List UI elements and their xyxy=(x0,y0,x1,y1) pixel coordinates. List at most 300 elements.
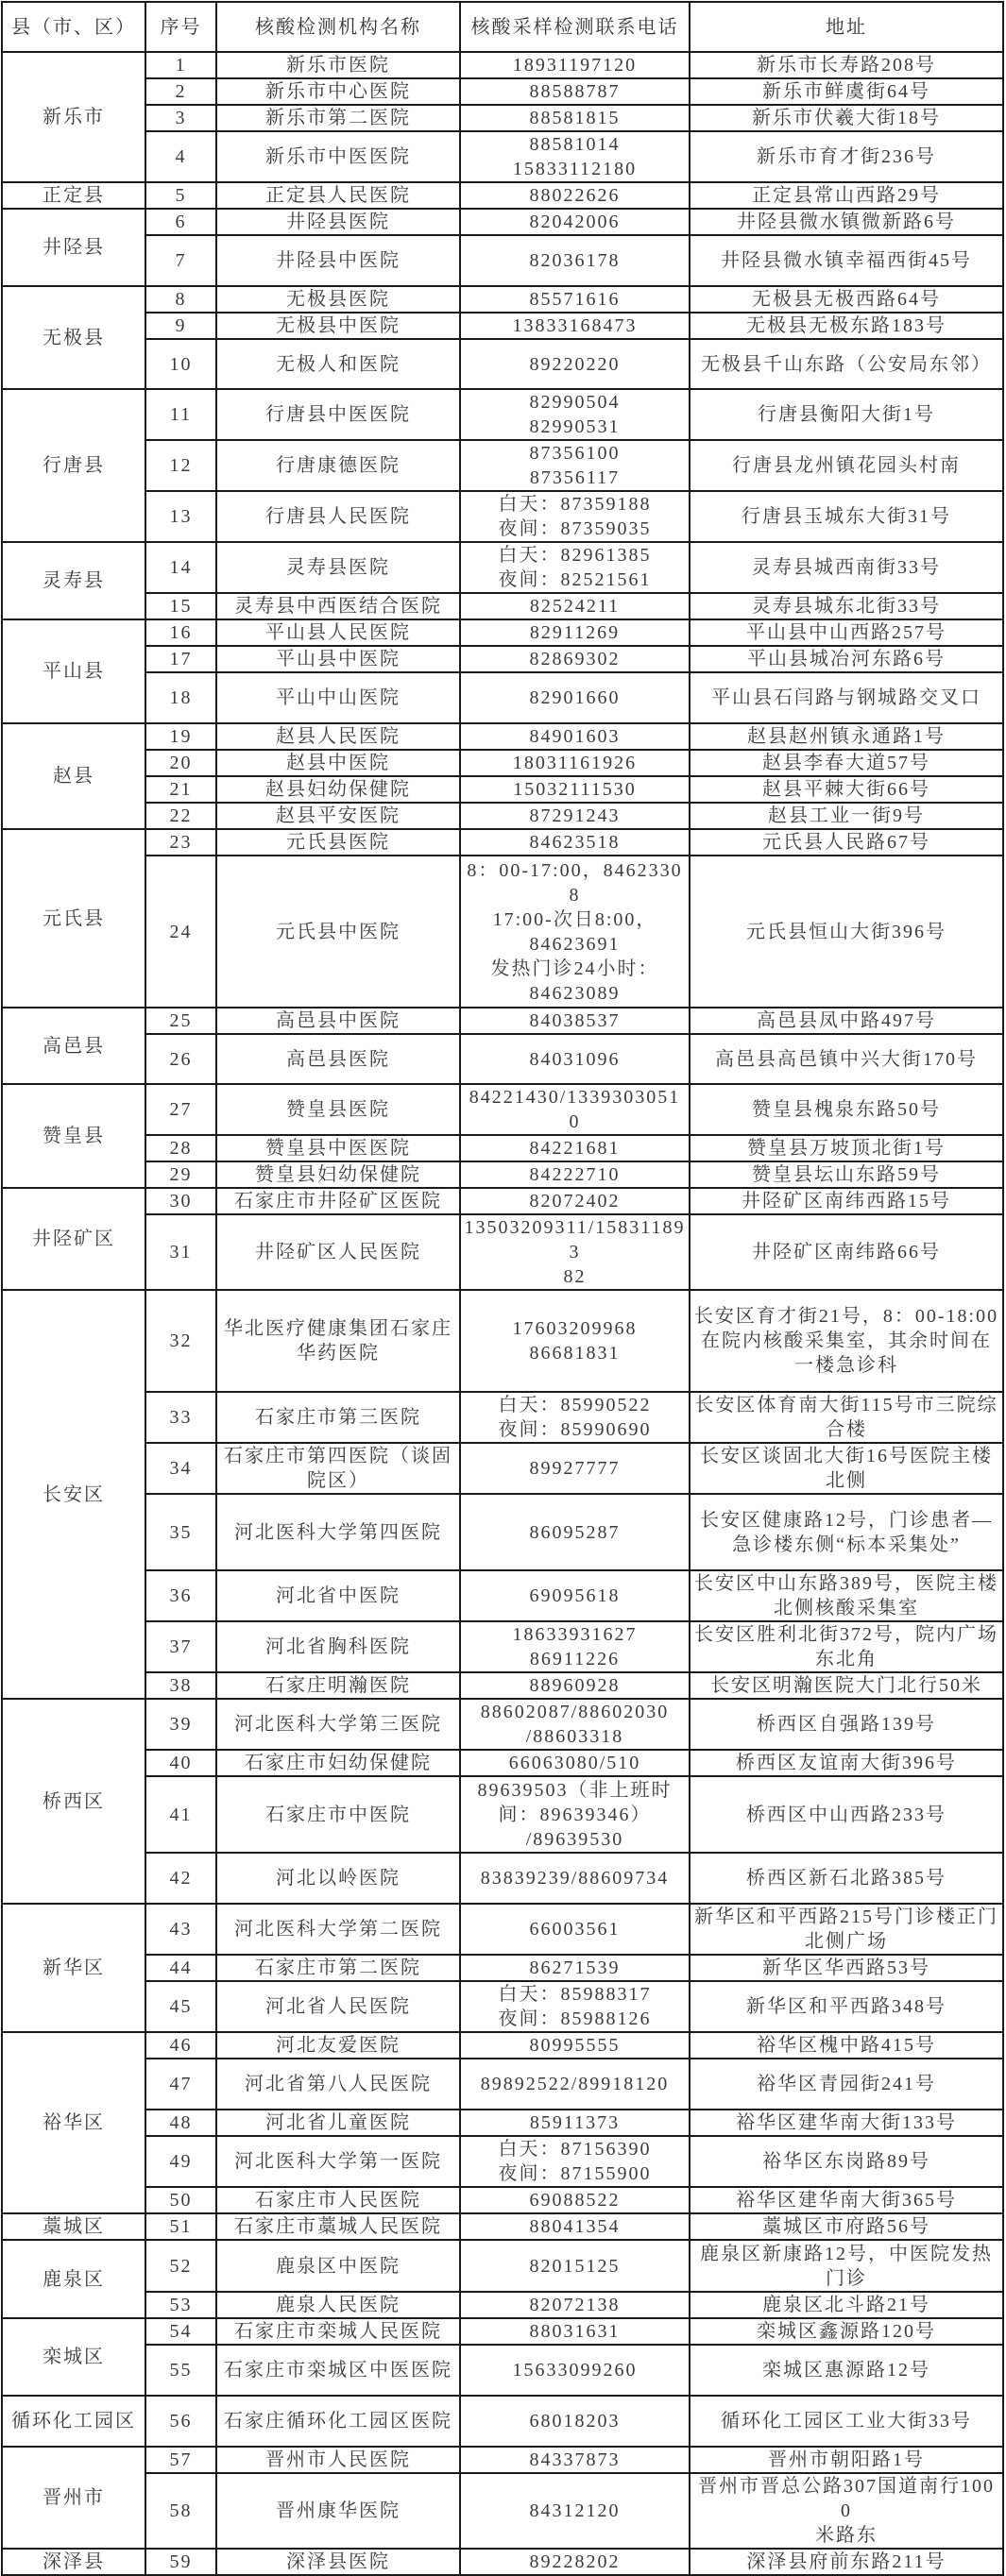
address-line: 北侧广场 xyxy=(805,1931,888,1952)
institution-name-cell xyxy=(216,389,460,440)
address-line: 长安区胜利北街372号，院内广场 xyxy=(694,1624,998,1645)
serial-number-cell: 6 xyxy=(145,209,216,235)
table-row xyxy=(2,440,1003,491)
address-cell xyxy=(690,105,1003,131)
institution-name-cell xyxy=(216,131,460,182)
table-row xyxy=(2,1776,1003,1853)
institution-name-line: 石家庄市妇幼保健院 xyxy=(245,1753,432,1773)
contact-phone-cell xyxy=(460,2059,690,2110)
contact-phone-line: 15032111530 xyxy=(513,779,637,800)
institution-name-cell xyxy=(216,2292,460,2318)
serial-number-cell: 5 xyxy=(145,182,216,209)
contact-phone-line: 82990504 xyxy=(529,392,621,413)
address-line: 循环化工园区工业大街33号 xyxy=(721,2411,972,2432)
contact-phone-line: 发热门诊24小时： xyxy=(490,958,659,979)
contact-phone-line: 84312120 xyxy=(529,2500,621,2521)
institution-name-line: 无极人和医院 xyxy=(276,353,401,375)
institution-name-cell xyxy=(216,1904,460,1955)
serial-number-cell: 52 xyxy=(145,2240,216,2292)
address-cell xyxy=(690,1853,1003,1904)
contact-phone-cell xyxy=(460,542,690,593)
institution-name-cell xyxy=(216,723,460,750)
contact-phone-cell xyxy=(460,1392,690,1443)
table-row xyxy=(2,491,1003,542)
address-cell xyxy=(690,1135,1003,1161)
address-cell xyxy=(690,1776,1003,1853)
address-line: 新乐市长寿路208号 xyxy=(757,55,936,76)
institution-name-line: 赞皇县妇幼保健院 xyxy=(255,1164,421,1185)
address-cell xyxy=(690,1034,1003,1084)
contact-phone-cell xyxy=(460,1188,690,1214)
institution-name-cell xyxy=(216,2396,460,2447)
address-cell xyxy=(690,2447,1003,2473)
institution-name-cell xyxy=(216,672,460,723)
contact-phone-line: 84222710 xyxy=(529,1164,621,1185)
address-line: 井陉县微水镇幸福西街45号 xyxy=(721,250,972,271)
address-line: 裕华区东岗路89号 xyxy=(762,2151,930,2172)
contact-phone-line: 17:00-次日8:00， xyxy=(492,908,657,930)
table-row xyxy=(2,672,1003,723)
contact-phone-line: 84038537 xyxy=(529,1010,621,1031)
address-cell xyxy=(690,2549,1003,2575)
institution-name-cell xyxy=(216,1981,460,2032)
institution-name-line: 新乐市医院 xyxy=(286,55,390,76)
table-row xyxy=(2,2549,1003,2575)
contact-phone-cell xyxy=(460,2396,690,2447)
institution-name-line: 河北医科大学第一医院 xyxy=(234,2151,442,2172)
institution-name-line: 平山县人民医院 xyxy=(265,622,411,643)
institution-name-cell xyxy=(216,1084,460,1135)
institution-name-cell xyxy=(216,1034,460,1084)
contact-phone-cell xyxy=(460,1672,690,1699)
address-cell xyxy=(690,2136,1003,2187)
contact-phone-line: 85571616 xyxy=(529,289,621,310)
address-cell xyxy=(690,209,1003,235)
contact-phone-cell xyxy=(460,440,690,491)
table-row xyxy=(2,829,1003,856)
address-cell xyxy=(690,619,1003,646)
contact-phone-line: 15633099260 xyxy=(512,2360,638,2381)
address-line: 赵县赵州镇永通路1号 xyxy=(747,726,946,747)
contact-phone-line: 17603209968 xyxy=(512,1318,638,1339)
district-cell: 鹿泉区 xyxy=(2,2240,145,2318)
address-line: 赞皇县坛山东路59号 xyxy=(752,1164,941,1185)
institution-name-cell xyxy=(216,1188,460,1214)
table-row xyxy=(2,2447,1003,2473)
contact-phone-cell xyxy=(460,1570,690,1621)
address-cell xyxy=(690,1699,1003,1750)
institution-name-line: 石家庄市第二医院 xyxy=(255,1957,421,1978)
institution-name-cell xyxy=(216,1776,460,1853)
contact-phone-line: 85911373 xyxy=(529,2112,621,2133)
contact-phone-cell xyxy=(460,2240,690,2292)
serial-number-cell: 34 xyxy=(145,1443,216,1494)
contact-phone-cell xyxy=(460,313,690,339)
address-line: 桥西区友谊南大街396号 xyxy=(736,1753,957,1773)
table-row xyxy=(2,2345,1003,2396)
institution-name-cell xyxy=(216,1008,460,1034)
serial-number-cell: 53 xyxy=(145,2292,216,2318)
table-row xyxy=(2,209,1003,235)
contact-phone-line: 88041354 xyxy=(529,2216,621,2237)
serial-number-cell: 57 xyxy=(145,2447,216,2473)
contact-phone-cell xyxy=(460,2110,690,2136)
contact-phone-line: 87291243 xyxy=(529,805,621,826)
institution-name-cell xyxy=(216,491,460,542)
contact-phone-cell xyxy=(460,2473,690,2549)
district-cell: 无极县 xyxy=(2,286,145,389)
contact-phone-cell xyxy=(460,646,690,672)
contact-phone-cell xyxy=(460,389,690,440)
institution-name-cell xyxy=(216,2549,460,2575)
address-line: 栾城区鑫源路120号 xyxy=(757,2321,936,2342)
table-row xyxy=(2,723,1003,750)
institution-name-line: 赞皇县中医医院 xyxy=(265,1138,411,1159)
contact-phone-cell xyxy=(460,1853,690,1904)
table-row xyxy=(2,1290,1003,1392)
table-row xyxy=(2,542,1003,593)
table-row xyxy=(2,1750,1003,1776)
contact-phone-line: 夜间：87359035 xyxy=(498,518,652,539)
contact-phone-line: 88581815 xyxy=(529,108,621,128)
contact-phone-cell xyxy=(460,1034,690,1084)
address-line: 栾城区惠源路12号 xyxy=(762,2360,930,2381)
contact-phone-line: 夜间：85990690 xyxy=(498,1419,652,1440)
institution-name-cell xyxy=(216,1290,460,1392)
address-line: 桥西区新石北路385号 xyxy=(746,1868,946,1889)
address-cell xyxy=(690,131,1003,182)
table-row xyxy=(2,313,1003,339)
institution-name-line: 赵县人民医院 xyxy=(276,726,401,747)
district-cell: 平山县 xyxy=(2,619,145,723)
serial-number-cell: 39 xyxy=(145,1699,216,1750)
serial-number-cell: 24 xyxy=(145,856,216,1008)
table-row xyxy=(2,2396,1003,2447)
contact-phone-cell xyxy=(460,803,690,829)
address-line: 新华区和平西路215号门诊楼正门 xyxy=(694,1907,998,1927)
contact-phone-line: 88031631 xyxy=(529,2321,621,2342)
address-cell xyxy=(690,1750,1003,1776)
institution-name-line: 石家庄市藁城人民医院 xyxy=(234,2216,442,2237)
address-line: 赵县李春大道57号 xyxy=(762,753,930,773)
institution-name-line: 石家庄明瀚医院 xyxy=(265,1675,411,1696)
address-cell xyxy=(690,2032,1003,2059)
contact-phone-cell xyxy=(460,2345,690,2396)
contact-phone-line: 夜间：87155900 xyxy=(498,2163,652,2184)
address-cell xyxy=(690,2473,1003,2549)
serial-number-cell: 33 xyxy=(145,1392,216,1443)
table-row xyxy=(2,803,1003,829)
address-line: 桥西区自强路139号 xyxy=(757,1714,936,1735)
institution-name-line: 河北省第八人民医院 xyxy=(245,2074,432,2094)
serial-number-cell: 37 xyxy=(145,1621,216,1672)
institution-name-line: 平山县中医院 xyxy=(276,649,401,669)
address-cell xyxy=(690,2345,1003,2396)
address-cell xyxy=(690,52,1003,78)
address-line: 无极县无极东路183号 xyxy=(746,315,946,336)
serial-number-cell: 45 xyxy=(145,1981,216,2032)
contact-phone-line: 白天：82961385 xyxy=(498,545,652,566)
contact-phone-cell xyxy=(460,2136,690,2187)
district-cell: 长安区 xyxy=(2,1290,145,1699)
nucleic-acid-testing-institutions-table xyxy=(1,1,1004,2576)
address-line: 深泽县府前东路211号 xyxy=(746,2551,946,2572)
serial-number-cell: 46 xyxy=(145,2032,216,2059)
table-row xyxy=(2,1034,1003,1084)
address-line: 门诊 xyxy=(826,2267,867,2289)
address-cell xyxy=(690,1161,1003,1188)
contact-phone-line: 89927777 xyxy=(529,1458,621,1479)
serial-number-cell: 18 xyxy=(145,672,216,723)
contact-phone-cell xyxy=(460,672,690,723)
address-line: 新华区和平西路348号 xyxy=(746,1996,946,2017)
contact-phone-line: 83839239/88609734 xyxy=(480,1868,670,1889)
contact-phone-line: 13503209311/158311893 xyxy=(464,1217,686,1263)
address-line: 赞皇县万坡顶北街1号 xyxy=(747,1138,946,1159)
address-cell xyxy=(690,235,1003,286)
contact-phone-cell xyxy=(460,339,690,389)
contact-phone-cell xyxy=(460,209,690,235)
institution-name-cell xyxy=(216,286,460,313)
contact-phone-cell xyxy=(460,1750,690,1776)
table-row xyxy=(2,856,1003,1008)
address-line: 一楼急诊科 xyxy=(794,1355,898,1376)
contact-phone-line: 86271539 xyxy=(529,1957,621,1978)
table-row xyxy=(2,2110,1003,2136)
serial-number-cell: 41 xyxy=(145,1776,216,1853)
institution-name-line: 河北以岭医院 xyxy=(276,1868,401,1889)
contact-phone-cell xyxy=(460,1084,690,1135)
institution-name-line: 河北省胸科医院 xyxy=(265,1636,411,1657)
address-cell xyxy=(690,1290,1003,1392)
address-line: 北侧 xyxy=(826,1470,867,1491)
institution-name-cell xyxy=(216,1672,460,1699)
table-row xyxy=(2,2213,1003,2240)
address-cell xyxy=(690,2292,1003,2318)
table-row xyxy=(2,52,1003,78)
serial-number-cell: 29 xyxy=(145,1161,216,1188)
address-cell xyxy=(690,593,1003,619)
serial-number-cell: 2 xyxy=(145,78,216,105)
contact-phone-cell xyxy=(460,78,690,105)
institution-name-line: 井陉县医院 xyxy=(286,212,390,232)
contact-phone-line: 87356100 xyxy=(529,443,621,464)
table-row xyxy=(2,105,1003,131)
institution-name-cell xyxy=(216,2136,460,2187)
serial-number-cell: 11 xyxy=(145,389,216,440)
contact-phone-cell xyxy=(460,1981,690,2032)
serial-number-cell: 43 xyxy=(145,1904,216,1955)
contact-phone-cell xyxy=(460,2187,690,2213)
institution-name-cell xyxy=(216,1750,460,1776)
table-row xyxy=(2,2136,1003,2187)
institution-name-cell xyxy=(216,2318,460,2345)
table-row xyxy=(2,1981,1003,2032)
institution-name-cell xyxy=(216,339,460,389)
address-cell xyxy=(690,2240,1003,2292)
address-line: 赞皇县槐泉东路50号 xyxy=(752,1099,941,1120)
contact-phone-cell xyxy=(460,619,690,646)
institution-name-cell xyxy=(216,2473,460,2549)
institution-name-line: 赵县妇幼保健院 xyxy=(265,779,411,800)
address-cell xyxy=(690,1443,1003,1494)
contact-phone-cell xyxy=(460,1621,690,1672)
district-cell: 栾城区 xyxy=(2,2318,145,2396)
address-line: 裕华区青园街241号 xyxy=(757,2074,936,2094)
institution-name-line: 赞皇县医院 xyxy=(286,1099,390,1120)
contact-phone-line: 82042006 xyxy=(529,212,621,232)
contact-phone-cell xyxy=(460,2318,690,2345)
address-cell xyxy=(690,2318,1003,2345)
header-serial-number: 序号 xyxy=(145,2,216,52)
district-cell: 灵寿县 xyxy=(2,542,145,619)
contact-phone-line: 18931197120 xyxy=(512,55,638,76)
institution-name-line: 河北友爱医院 xyxy=(276,2035,401,2056)
institution-name-cell xyxy=(216,803,460,829)
institution-name-line: 井陉县中医院 xyxy=(276,250,401,271)
district-cell: 元氏县 xyxy=(2,829,145,1008)
serial-number-cell: 50 xyxy=(145,2187,216,2213)
institution-name-cell xyxy=(216,182,460,209)
contact-phone-line: 88602087/88602030 xyxy=(480,1702,670,1722)
institution-name-cell xyxy=(216,2240,460,2292)
header-address: 地址 xyxy=(690,2,1003,52)
address-line: 鹿泉区北斗路21号 xyxy=(762,2295,930,2315)
header-row xyxy=(2,2,1003,52)
institution-name-cell xyxy=(216,619,460,646)
address-line: 井陉县微水镇微新路6号 xyxy=(737,212,956,232)
institution-name-cell xyxy=(216,1621,460,1672)
contact-phone-cell xyxy=(460,776,690,803)
serial-number-cell: 47 xyxy=(145,2059,216,2110)
district-cell: 行唐县 xyxy=(2,389,145,542)
table-row xyxy=(2,1672,1003,1699)
contact-phone-line: 8：00-17:00，84623308 xyxy=(467,859,683,906)
serial-number-cell: 28 xyxy=(145,1135,216,1161)
institution-name-line: 石家庄市中医院 xyxy=(265,1804,411,1825)
contact-phone-line: 89228202 xyxy=(529,2551,621,2572)
address-cell xyxy=(690,776,1003,803)
contact-phone-line: 82901660 xyxy=(529,687,621,708)
contact-phone-line: 82 xyxy=(563,1266,587,1287)
address-line: 裕华区建华南大街133号 xyxy=(736,2112,957,2133)
table-row xyxy=(2,1008,1003,1034)
address-cell xyxy=(690,1621,1003,1672)
address-cell xyxy=(690,672,1003,723)
contact-phone-cell xyxy=(460,2032,690,2059)
contact-phone-cell xyxy=(460,182,690,209)
address-cell xyxy=(690,286,1003,313)
institution-name-cell xyxy=(216,646,460,672)
address-line: 长安区谈固北大街16号医院主楼 xyxy=(700,1446,993,1466)
contact-phone-line: 88588787 xyxy=(529,81,621,102)
table-row xyxy=(2,2032,1003,2059)
serial-number-cell: 9 xyxy=(145,313,216,339)
district-cell: 高邑县 xyxy=(2,1008,145,1084)
address-cell xyxy=(690,1494,1003,1570)
address-line: 北侧核酸采集室 xyxy=(774,1598,919,1618)
contact-phone-line: 夜间：82521561 xyxy=(498,569,652,590)
institution-name-cell xyxy=(216,1494,460,1570)
institution-name-line: 华药医院 xyxy=(297,1343,380,1364)
table-row xyxy=(2,2318,1003,2345)
contact-phone-line: 84623518 xyxy=(529,832,621,853)
institution-name-cell xyxy=(216,209,460,235)
institution-name-line: 新乐市第二医院 xyxy=(265,108,411,128)
address-cell xyxy=(690,1084,1003,1135)
serial-number-cell: 27 xyxy=(145,1084,216,1135)
institution-name-cell xyxy=(216,1955,460,1981)
serial-number-cell: 56 xyxy=(145,2396,216,2447)
address-cell xyxy=(690,1570,1003,1621)
serial-number-cell: 26 xyxy=(145,1034,216,1084)
address-cell xyxy=(690,803,1003,829)
contact-phone-line: 88022626 xyxy=(529,185,621,206)
institution-name-cell xyxy=(216,235,460,286)
institution-name-line: 石家庄循环化工园区医院 xyxy=(224,2411,452,2432)
address-line: 裕华区建华南大街365号 xyxy=(736,2190,957,2211)
institution-name-cell xyxy=(216,105,460,131)
table-row xyxy=(2,646,1003,672)
serial-number-cell: 8 xyxy=(145,286,216,313)
institution-name-line: 鹿泉区中医院 xyxy=(276,2255,401,2277)
serial-number-cell: 44 xyxy=(145,1955,216,1981)
table-row xyxy=(2,1955,1003,1981)
table-row xyxy=(2,235,1003,286)
contact-phone-cell xyxy=(460,286,690,313)
institution-name-line: 石家庄市栾城区中医医院 xyxy=(224,2360,452,2381)
address-line: 东北角 xyxy=(815,1649,878,1669)
table-row xyxy=(2,1494,1003,1570)
address-line: 行唐县龙州镇花园头村南 xyxy=(732,455,961,476)
institution-name-cell xyxy=(216,829,460,856)
institution-name-line: 河北省儿童医院 xyxy=(265,2112,411,2133)
serial-number-cell: 30 xyxy=(145,1188,216,1214)
address-cell xyxy=(690,1904,1003,1955)
address-cell xyxy=(690,723,1003,750)
address-cell xyxy=(690,829,1003,856)
institution-name-line: 深泽县医院 xyxy=(286,2551,390,2572)
contact-phone-line: 白天：85988317 xyxy=(498,1984,652,2005)
institution-name-line: 高邑县医院 xyxy=(286,1048,390,1070)
address-line: 新乐市鲜虞街64号 xyxy=(762,81,930,102)
table-row xyxy=(2,2187,1003,2213)
address-line: 晋州市晋总公路307国道南行1000 xyxy=(698,2476,995,2521)
institution-name-line: 元氏县中医院 xyxy=(276,921,401,942)
contact-phone-line: 88960928 xyxy=(529,1675,621,1696)
serial-number-cell: 36 xyxy=(145,1570,216,1621)
institution-name-line: 石家庄市人民医院 xyxy=(255,2190,421,2211)
district-cell: 晋州市 xyxy=(2,2447,145,2549)
contact-phone-line: 87356117 xyxy=(529,467,621,488)
address-cell xyxy=(690,389,1003,440)
address-line: 长安区体育南大街115号市三院综 xyxy=(694,1395,998,1415)
address-cell xyxy=(690,1008,1003,1034)
institution-name-line: 院区） xyxy=(307,1470,369,1491)
contact-phone-cell xyxy=(460,105,690,131)
institution-name-line: 晋州市人民医院 xyxy=(265,2449,411,2470)
address-cell xyxy=(690,78,1003,105)
institution-name-cell xyxy=(216,593,460,619)
address-line: 无极县千山东路（公安局东邻） xyxy=(701,353,992,375)
district-cell: 井陉县 xyxy=(2,209,145,286)
table-row xyxy=(2,2059,1003,2110)
contact-phone-cell xyxy=(460,1443,690,1494)
district-cell: 藁城区 xyxy=(2,2213,145,2240)
table-row xyxy=(2,389,1003,440)
contact-phone-line: 82036178 xyxy=(529,250,621,271)
address-line: 赵县平棘大街66号 xyxy=(762,779,930,800)
